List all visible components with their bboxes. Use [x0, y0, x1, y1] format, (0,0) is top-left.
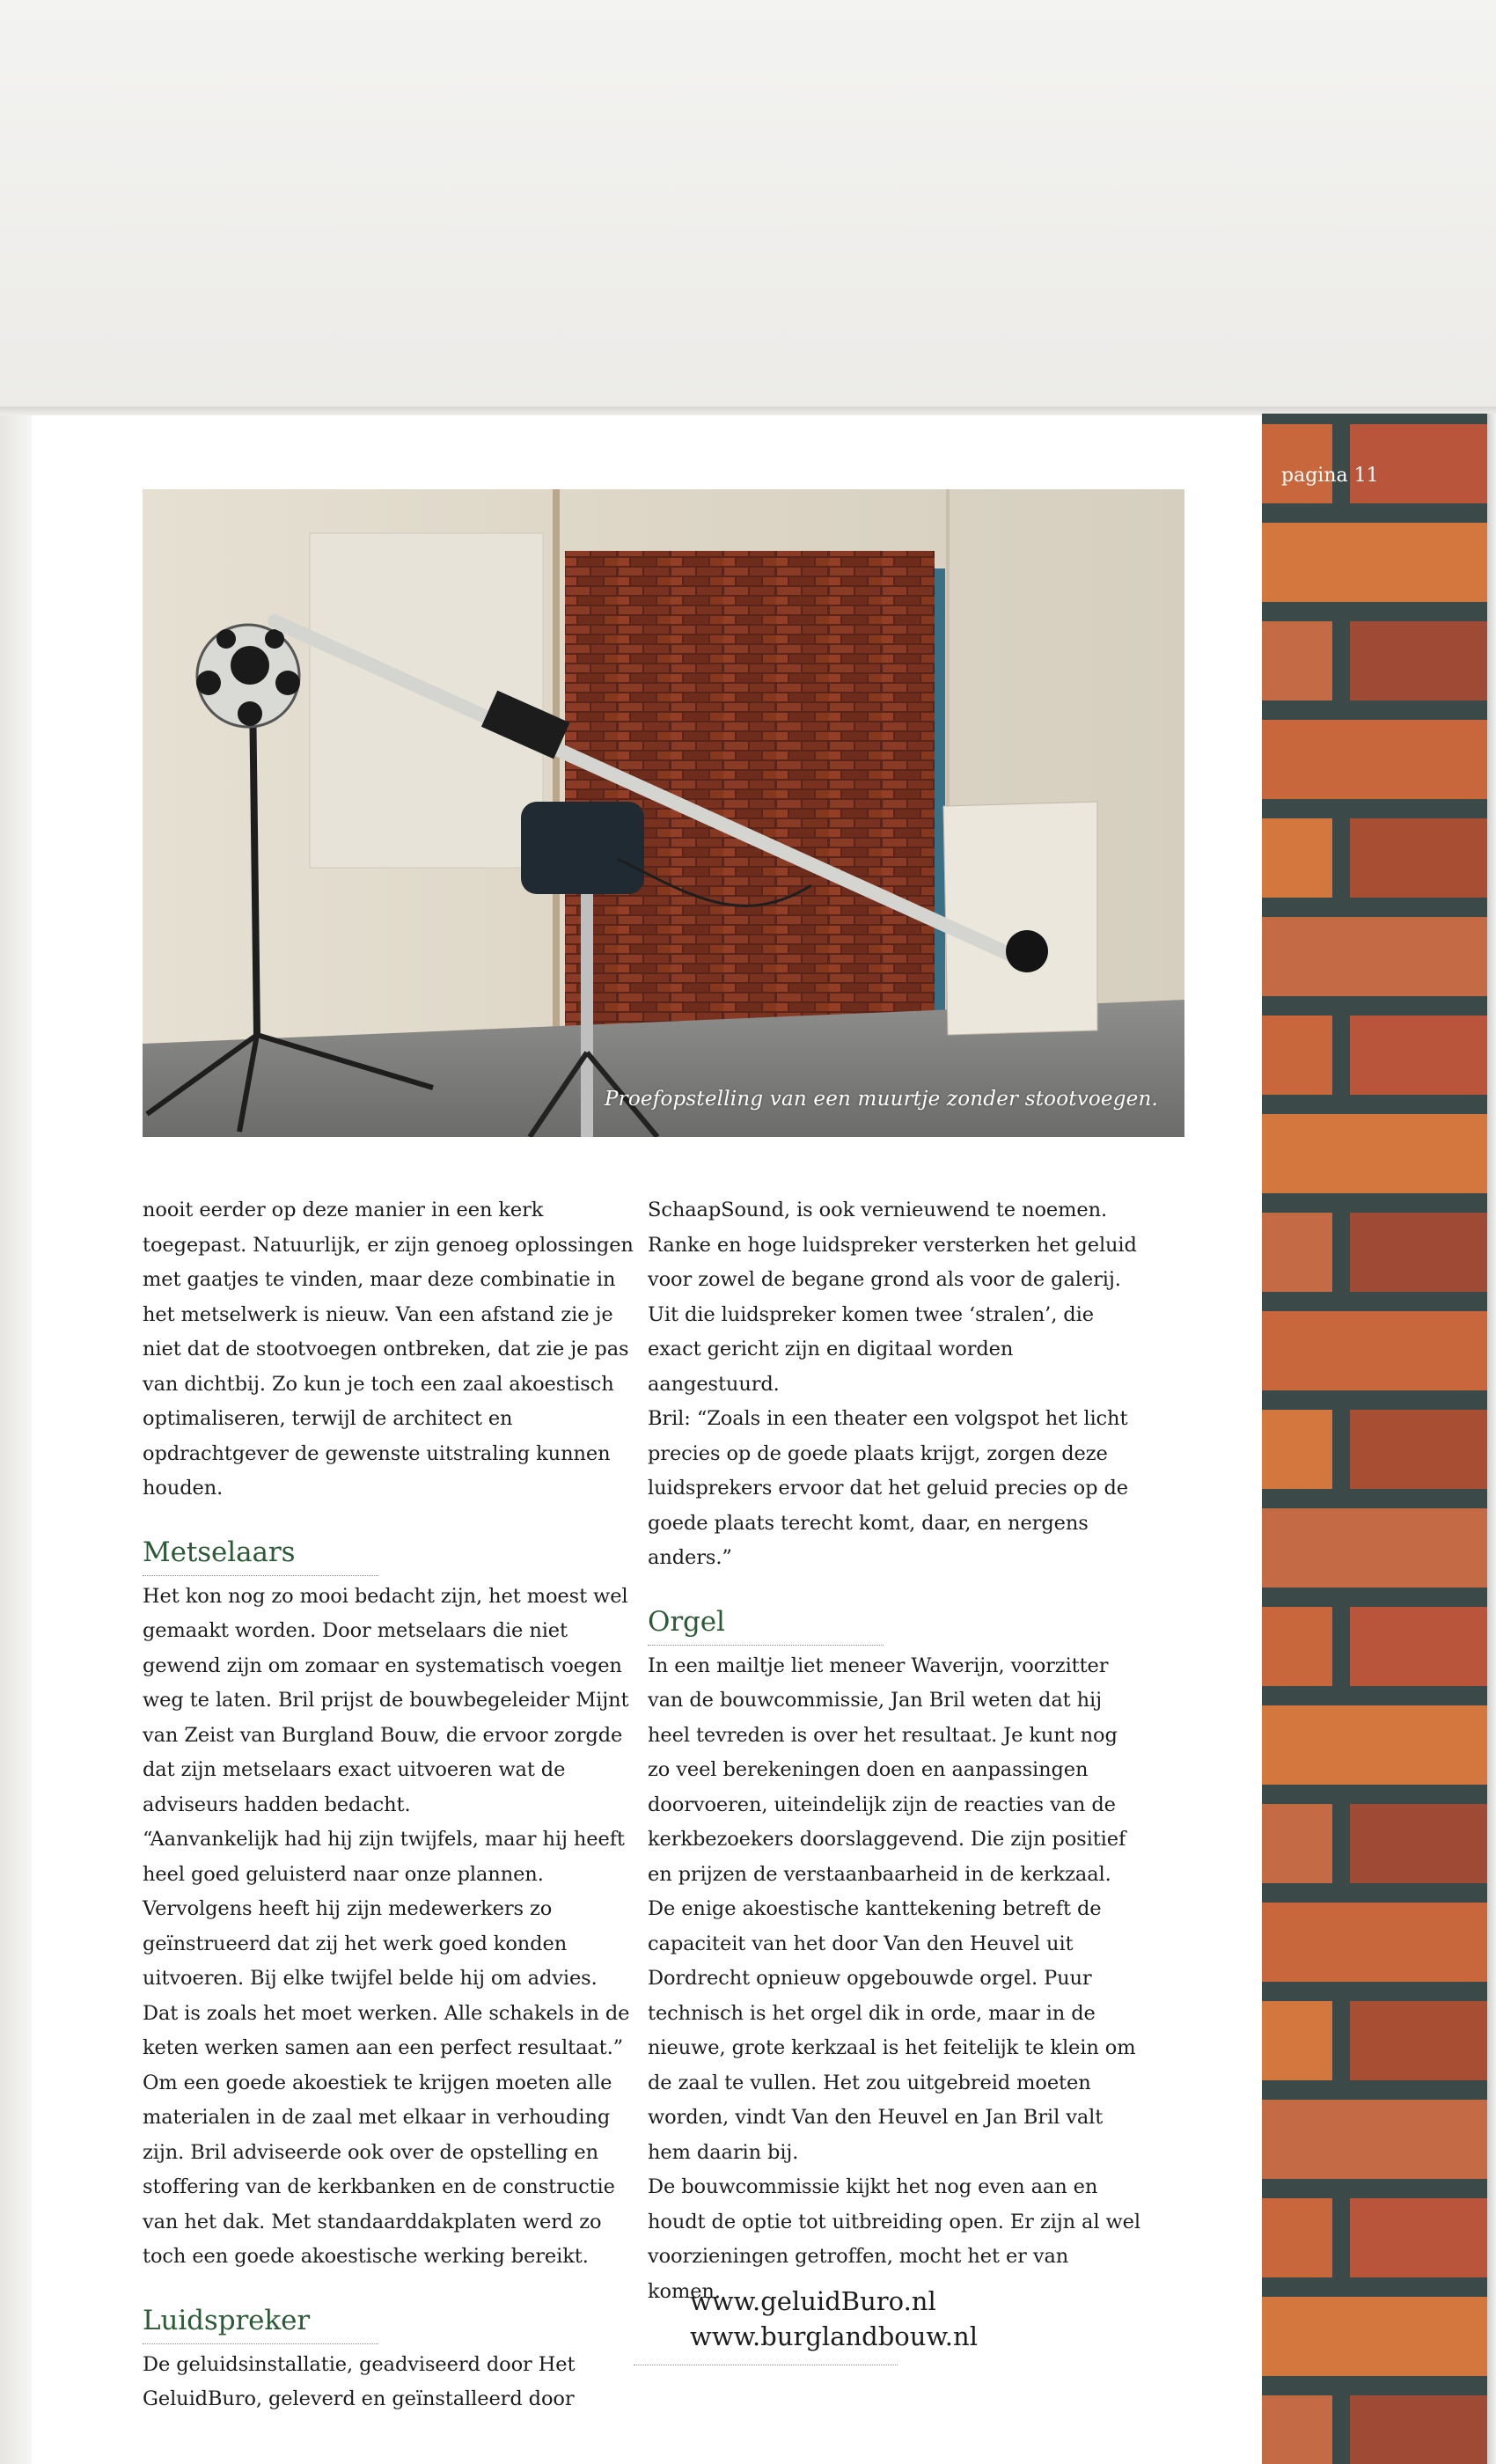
- left-column: [143, 1193, 635, 2417]
- brick: [1262, 720, 1487, 799]
- paragraph-orgel-3: De bouwcommissie kijkt het nog even aan en houdt de optie tot uitbreiding open. Er zijn al wel voorzieningen getroffen, mocht het er van komen.: [648, 2175, 1140, 2303]
- brick: [1262, 1016, 1332, 1095]
- background-sheet: [0, 0, 1496, 414]
- brick: [1350, 2198, 1487, 2277]
- brick: [1262, 1903, 1487, 1982]
- brick: [1262, 1213, 1332, 1292]
- website-links: [658, 2284, 978, 2354]
- brick: [1350, 2001, 1487, 2080]
- brick: [1262, 1508, 1487, 1588]
- link-geluidburo[interactable]: www.geluidBuro.nl: [690, 2286, 936, 2316]
- brick: [1350, 1213, 1487, 1292]
- page-number: pagina 11: [1281, 465, 1379, 487]
- brick: [1262, 917, 1487, 996]
- brick: [1262, 621, 1332, 700]
- page-edge: [0, 415, 32, 2464]
- test-setup-photo: [143, 489, 1184, 1137]
- paragraph-metselaars-3: Om een goede akoestiek te krijgen moeten alle materialen in de zaal met elkaar in verhouding zijn. Bril adviseerde ook over de opstelling en stoffering van de kerkbanken en de constructie van het dak. Met standaarddakplaten werd zo toch een goede akoestische werking bereikt.: [143, 2071, 615, 2268]
- brick: [1350, 818, 1487, 898]
- brick: [1350, 1016, 1487, 1095]
- brick: [1262, 2100, 1487, 2179]
- brick: [1262, 1311, 1487, 1390]
- brick: [1262, 2001, 1332, 2080]
- brick: [1262, 523, 1487, 602]
- photo-illustration: [143, 489, 1184, 1137]
- paragraph-metselaars-1: Het kon nog zo mooi bedacht zijn, het moest wel gemaakt worden. Door metselaars die niet gewend zijn om zomaar en systematisch voegen weg te laten. Bril prijst de bouwbegeleider Mijnt van Zeist van Burgland Bouw, die ervoor zorgde dat zijn metselaars exact uitvoeren wat de adviseurs hadden bedacht.: [143, 1584, 629, 1816]
- heading-metselaars: Metselaars: [143, 1535, 378, 1576]
- brick: [1262, 1607, 1332, 1686]
- paragraph-metselaars-2: “Aanvankelijk had hij zijn twijfels, maar hij heeft heel goed geluisterd naar onze plannen. Vervolgens heeft hij zijn medewerkers zo geïnstrueerd dat zij het werk goed konden uitvoeren. Bij elke twijfel belde hij om advies. Dat is zoals het moet werken. Alle schakels in de keten werken samen aan een perfect resultaat.”: [143, 1828, 630, 2059]
- brick: [1262, 1114, 1487, 1193]
- brick: [1262, 818, 1332, 898]
- link-burglandbouw[interactable]: www.burglandbouw.nl: [690, 2321, 978, 2351]
- brick: [1350, 2395, 1487, 2464]
- brick: [1262, 424, 1332, 503]
- brick: [1262, 2395, 1332, 2464]
- brick: [1262, 1410, 1332, 1489]
- paragraph-orgel-2: De enige akoestische kanttekening betreft de capaciteit van het door Van den Heuvel uit Dordrecht opnieuw opgebouwde orgel. Puur technisch is het orgel dik in orde, maar in de nieuwe, grote kerkzaal is het feitelijk te klein om de zaal te vullen. Het zou uitgebreid moeten worden, vindt Van den Heuvel en Jan Bril valt hem daarin bij.: [648, 1897, 1136, 2164]
- page-edge-right: [1487, 414, 1496, 2464]
- brick: [1262, 1804, 1332, 1883]
- intro-paragraph-right-1: SchaapSound, is ook vernieuwend te noemen. Ranke en hoge luidspreker versterken het geluid voor zowel de begane grond als voor de galerij. Uit die luidspreker komen twee ‘stralen’, die exact gericht zijn en digitaal worden aangestuurd.: [648, 1199, 1137, 1396]
- paragraph-luidspreker-1: De geluidsinstallatie, geadviseerd door Het GeluidBuro, geleverd en geïnstalleerd door: [143, 2352, 576, 2410]
- brick: [1262, 2198, 1332, 2277]
- paragraph-orgel-1: In een mailtje liet meneer Waverijn, voorzitter van de bouwcommissie, Jan Bril weten dat hij heel tevreden is over het resultaat. Je kunt nog zo veel berekeningen doen en aanpassingen doorvoeren, uiteindelijk zijn de reacties van de kerkbezoekers doorslaggevend. Die zijn positief en prijzen de verstaanbaarheid in de kerkzaal.: [648, 1654, 1126, 1886]
- photo-caption: Proefopstelling van een muurtje zonder stootvoegen.: [605, 1088, 1158, 1111]
- brick-wall-strip: [1262, 414, 1487, 2464]
- brick: [1350, 621, 1487, 700]
- brick: [1350, 424, 1487, 503]
- heading-luidspreker: Luidspreker: [143, 2303, 378, 2344]
- heading-orgel: Orgel: [648, 1604, 884, 1646]
- brick: [1350, 1804, 1487, 1883]
- brick: [1262, 2297, 1487, 2376]
- brick-pattern: [1262, 414, 1487, 2464]
- intro-paragraph-right-2: Bril: “Zoals in een theater een volgspot het licht precies op de goede plaats krijgt, zorgen deze luidsprekers ervoor dat het geluid precies op de goede plaats terecht komt, daar, en nergens anders.”: [648, 1407, 1128, 1569]
- brick: [1262, 1705, 1487, 1785]
- right-column: [648, 1193, 1140, 2309]
- brick: [1350, 1607, 1487, 1686]
- brick: [1350, 1410, 1487, 1489]
- intro-paragraph-left: nooit eerder op deze manier in een kerk toegepast. Natuurlijk, er zijn genoeg oplossingen met gaatjes te vinden, maar deze combinatie in het metselwerk is nieuw. Van een afstand zie je niet dat de stootvoegen ontbreken, dat zie je pas van dichtbij. Zo kun je toch een zaal akoestisch optimaliseren, terwijl de architect en opdrachtgever de gewenste uitstraling kunnen houden.: [143, 1199, 634, 1500]
